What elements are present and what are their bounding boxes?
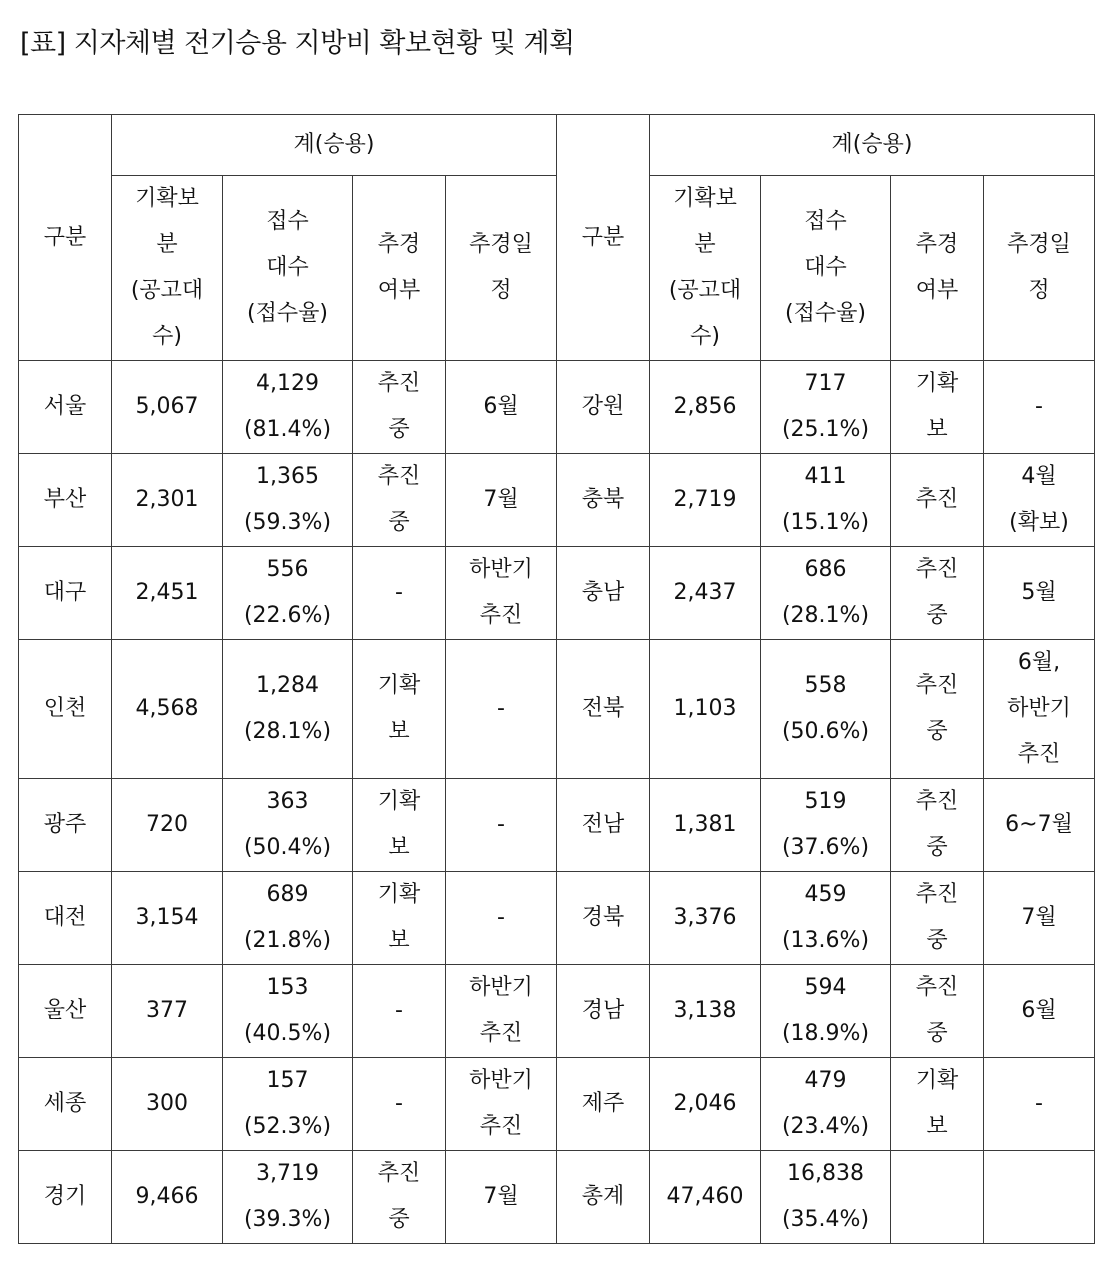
cell-secured: 3,138 [650, 965, 761, 1058]
cell-received-total: 16,838 (35.4%) [761, 1151, 891, 1244]
table-row [19, 1058, 1095, 1151]
header-received-left: 접수 대수 (접수율) [223, 176, 353, 361]
cell-region: 대구 [19, 547, 112, 640]
cell-secured: 5,067 [112, 361, 223, 454]
cell-secured: 300 [112, 1058, 223, 1151]
header-supp-right: 추경 여부 [891, 176, 984, 361]
cell-secured: 2,437 [650, 547, 761, 640]
cell-region: 서울 [19, 361, 112, 454]
cell-supp: 추진 [891, 454, 984, 547]
cell-sched: 6월 [984, 965, 1095, 1058]
cell-secured: 3,376 [650, 872, 761, 965]
cell-secured: 377 [112, 965, 223, 1058]
cell-supp: 기확 보 [353, 872, 446, 965]
table-row [19, 454, 1095, 547]
cell-received: 558 (50.6%) [761, 640, 891, 779]
cell-secured: 720 [112, 779, 223, 872]
header-group-left: 계(승용) [112, 115, 557, 176]
cell-region: 충북 [557, 454, 650, 547]
cell-region: 전남 [557, 779, 650, 872]
cell-received: 689 (21.8%) [223, 872, 353, 965]
cell-sched: 6월, 하반기 추진 [984, 640, 1095, 779]
header-supp-left: 추경 여부 [353, 176, 446, 361]
header-region-right: 구분 [557, 115, 650, 361]
cell-sched: 6~7월 [984, 779, 1095, 872]
cell-secured: 2,301 [112, 454, 223, 547]
cell-received: 1,284 (28.1%) [223, 640, 353, 779]
cell-region: 인천 [19, 640, 112, 779]
cell-supp: 추진 중 [353, 1151, 446, 1244]
table-title: [표] 지자체별 전기승용 지방비 확보현황 및 계획 [20, 28, 575, 59]
table-row [19, 640, 1095, 779]
cell-region: 세종 [19, 1058, 112, 1151]
cell-received: 4,129 (81.4%) [223, 361, 353, 454]
cell-supp: 추진 중 [891, 872, 984, 965]
table-row [19, 779, 1095, 872]
cell-sched: - [446, 779, 557, 872]
table-row [19, 872, 1095, 965]
cell-region: 대전 [19, 872, 112, 965]
table-row [19, 1151, 1095, 1244]
cell-region: 제주 [557, 1058, 650, 1151]
cell-received: 459 (13.6%) [761, 872, 891, 965]
cell-secured: 1,381 [650, 779, 761, 872]
cell-received: 556 (22.6%) [223, 547, 353, 640]
cell-sched: 7월 [984, 872, 1095, 965]
cell-supp-empty [891, 1151, 984, 1244]
cell-supp: 기확 보 [353, 640, 446, 779]
cell-sched: 하반기 추진 [446, 1058, 557, 1151]
cell-supp: 기확 보 [353, 779, 446, 872]
cell-secured: 1,103 [650, 640, 761, 779]
cell-received: 153 (40.5%) [223, 965, 353, 1058]
cell-supp: 추진 중 [891, 640, 984, 779]
cell-sched: - [446, 872, 557, 965]
cell-secured: 2,046 [650, 1058, 761, 1151]
cell-sched: - [446, 640, 557, 779]
cell-sched: 7월 [446, 1151, 557, 1244]
cell-received: 717 (25.1%) [761, 361, 891, 454]
header-group-right: 계(승용) [650, 115, 1095, 176]
table-row [19, 547, 1095, 640]
cell-secured: 3,154 [112, 872, 223, 965]
cell-secured: 2,451 [112, 547, 223, 640]
table-row [19, 361, 1095, 454]
cell-sched: - [984, 361, 1095, 454]
cell-region: 충남 [557, 547, 650, 640]
cell-received: 363 (50.4%) [223, 779, 353, 872]
cell-region: 부산 [19, 454, 112, 547]
cell-received: 411 (15.1%) [761, 454, 891, 547]
cell-secured: 2,719 [650, 454, 761, 547]
cell-region: 전북 [557, 640, 650, 779]
cell-supp: 추진 중 [891, 547, 984, 640]
cell-region: 경북 [557, 872, 650, 965]
cell-secured-total: 47,460 [650, 1151, 761, 1244]
cell-sched: - [984, 1058, 1095, 1151]
header-sched-left: 추경일 정 [446, 176, 557, 361]
cell-received: 686 (28.1%) [761, 547, 891, 640]
cell-supp: 기확 보 [891, 1058, 984, 1151]
cell-supp: 추진 중 [353, 361, 446, 454]
cell-received: 157 (52.3%) [223, 1058, 353, 1151]
cell-region-total: 총계 [557, 1151, 650, 1244]
cell-received: 519 (37.6%) [761, 779, 891, 872]
cell-region: 경남 [557, 965, 650, 1058]
cell-received: 3,719 (39.3%) [223, 1151, 353, 1244]
cell-secured: 9,466 [112, 1151, 223, 1244]
cell-secured: 2,856 [650, 361, 761, 454]
cell-region: 울산 [19, 965, 112, 1058]
cell-supp: 추진 중 [353, 454, 446, 547]
cell-sched: 하반기 추진 [446, 547, 557, 640]
header-row-group [19, 115, 1095, 176]
cell-supp: - [353, 965, 446, 1058]
cell-region: 광주 [19, 779, 112, 872]
header-sched-right: 추경일 정 [984, 176, 1095, 361]
cell-sched-empty [984, 1151, 1095, 1244]
cell-sched: 5월 [984, 547, 1095, 640]
table-row [19, 965, 1095, 1058]
cell-supp: 기확 보 [891, 361, 984, 454]
cell-sched: 6월 [446, 361, 557, 454]
cell-supp: 추진 중 [891, 965, 984, 1058]
cell-secured: 4,568 [112, 640, 223, 779]
cell-supp: 추진 중 [891, 779, 984, 872]
cell-region: 경기 [19, 1151, 112, 1244]
cell-region: 강원 [557, 361, 650, 454]
cell-sched: 4월 (확보) [984, 454, 1095, 547]
cell-sched: 하반기 추진 [446, 965, 557, 1058]
header-secured-left: 기확보 분 (공고대 수) [112, 176, 223, 361]
cell-received: 1,365 (59.3%) [223, 454, 353, 547]
header-received-right: 접수 대수 (접수율) [761, 176, 891, 361]
header-region-left: 구분 [19, 115, 112, 361]
cell-sched: 7월 [446, 454, 557, 547]
cell-received: 479 (23.4%) [761, 1058, 891, 1151]
header-secured-right: 기확보 분 (공고대 수) [650, 176, 761, 361]
cell-supp: - [353, 547, 446, 640]
cell-supp: - [353, 1058, 446, 1151]
ev-budget-table [18, 114, 1095, 1244]
cell-received: 594 (18.9%) [761, 965, 891, 1058]
